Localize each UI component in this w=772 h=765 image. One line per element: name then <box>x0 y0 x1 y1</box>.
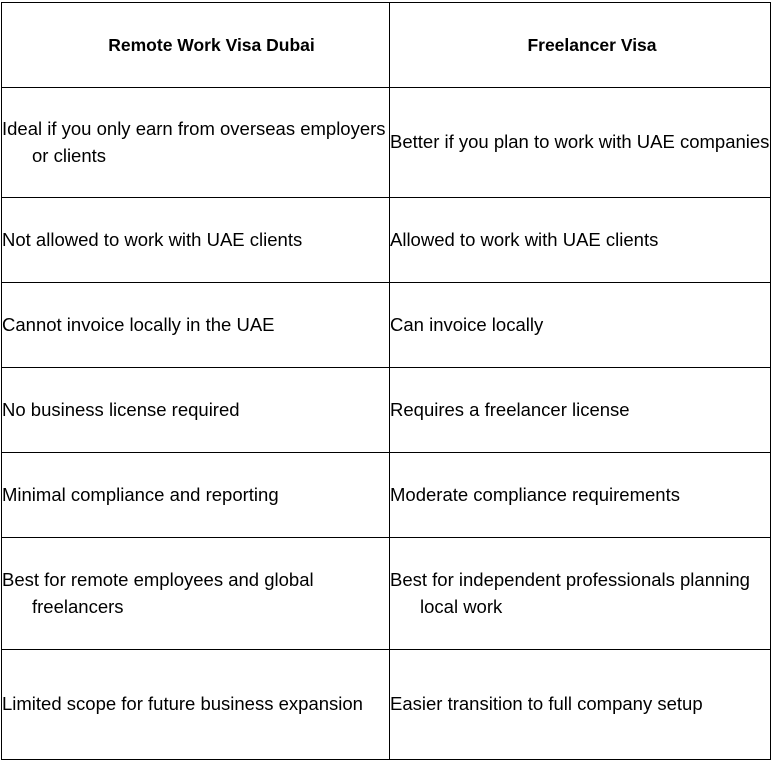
visa-comparison-table <box>1 2 771 760</box>
table-cell: Allowed to work with UAE clients <box>390 198 771 283</box>
table-row <box>2 538 771 650</box>
table-cell: Best for remote employees and global freelancers <box>2 538 390 650</box>
table-row <box>2 368 771 453</box>
column-header-remote-work-visa: Remote Work Visa Dubai <box>2 3 390 88</box>
table-cell: Cannot invoice locally in the UAE <box>2 283 390 368</box>
table-row <box>2 453 771 538</box>
column-header-freelancer-visa: Freelancer Visa <box>390 3 771 88</box>
table-header-row <box>2 3 771 88</box>
table-cell: Easier transition to full company setup <box>390 650 771 760</box>
table-cell: Limited scope for future business expansion <box>2 650 390 760</box>
table-cell: Best for independent professionals planning local work <box>390 538 771 650</box>
table-row <box>2 283 771 368</box>
table-cell: Can invoice locally <box>390 283 771 368</box>
table-cell: Moderate compliance requirements <box>390 453 771 538</box>
table-cell: Not allowed to work with UAE clients <box>2 198 390 283</box>
table-cell: No business license required <box>2 368 390 453</box>
table-cell: Minimal compliance and reporting <box>2 453 390 538</box>
table-cell: Better if you plan to work with UAE companies <box>390 88 771 198</box>
table-row <box>2 650 771 760</box>
table-row <box>2 88 771 198</box>
table-cell: Ideal if you only earn from overseas employers or clients <box>2 88 390 198</box>
table-row <box>2 198 771 283</box>
table-cell: Requires a freelancer license <box>390 368 771 453</box>
